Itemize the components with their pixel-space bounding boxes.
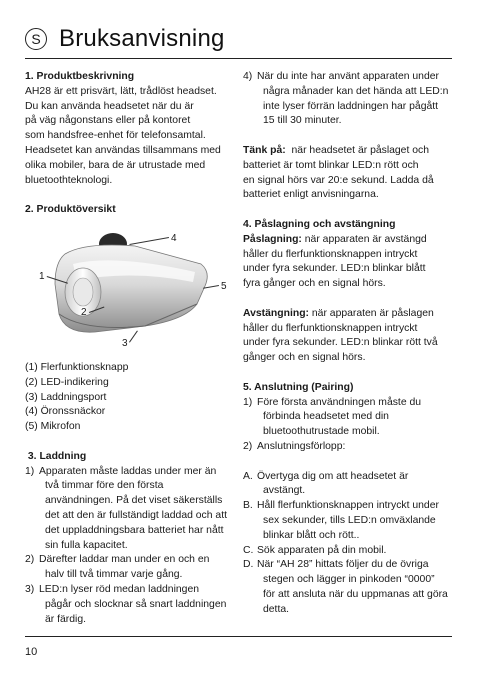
item-line: Därefter laddar man under en och en — [39, 554, 210, 566]
list-item — [25, 553, 231, 583]
step-line: Håll flerfunktionsknappen intryckt under — [257, 500, 439, 512]
part-item: (5) Mikrofon — [25, 421, 81, 433]
item-line: När du inte har använt apparaten under — [257, 71, 439, 82]
section-5-heading: 5. Anslutning (Pairing) — [243, 381, 354, 393]
step-item — [243, 544, 453, 559]
item-line: Anslutningsförlopp: — [257, 440, 346, 452]
page-number: 10 — [25, 646, 38, 658]
section-2-heading: 2. Produktöversikt — [25, 204, 116, 216]
s1-line: Headsetet kan användas tillsammans med — [25, 144, 221, 156]
step-line: stegen och lägger in pinkoden “0000” — [263, 574, 435, 586]
tip-line: en signal hörs var 20:e sekund. Ladda då — [243, 174, 434, 186]
step-line: sex sekunder, tills LED:n omväxlande — [263, 514, 436, 526]
item-number: 2) — [25, 554, 35, 566]
step-letter: C. — [243, 544, 254, 556]
bottom-rule — [25, 636, 452, 637]
headset-illustration — [25, 224, 231, 354]
step-line: blinkar blått och rött.. — [263, 529, 360, 541]
power-on-label: Påslagning: — [243, 233, 302, 245]
item-line: bluetoothutrustade mobil. — [263, 426, 380, 438]
step-letter: D. — [243, 559, 254, 571]
section-4-heading: 4. Påslagning och avstängning — [243, 218, 396, 230]
figure-label: 1 — [39, 270, 45, 282]
step-line: Övertyga dig om att headsetet är — [257, 470, 409, 482]
power-on-paragraph — [243, 233, 453, 248]
item-line: Apparaten måste laddas under mer än — [39, 465, 217, 477]
power-off-line: när apparaten är påslagen — [309, 307, 434, 319]
item-line: användningen. På det viset säkerställs — [45, 495, 223, 507]
item-line: LED:n lyser röd medan laddningen — [39, 583, 199, 595]
step-line: När “AH 28” hittats följer du de övriga — [257, 559, 429, 571]
item-number: 1) — [243, 396, 253, 408]
pairing-list — [243, 396, 453, 455]
pairing-steps — [243, 470, 453, 618]
tip-line: batteriet är tomt blinkar LED:n rött och — [243, 159, 419, 171]
step-item — [243, 499, 453, 543]
item-line: det uppladdningsbara batteriet har nått — [45, 524, 224, 536]
s1-line: på väg någonstans eller på kontoret — [25, 115, 191, 127]
power-on-line: fyra gånger och en signal hörs. — [243, 278, 386, 290]
item-line: 15 till 30 minuter. — [263, 115, 342, 127]
step-line: för att ansluta när du uppmanas att göra — [263, 588, 448, 600]
item-line: sin fulla kapacitet. — [45, 539, 128, 551]
section-3-heading: 3. Laddning — [25, 450, 87, 462]
part-item: (4) Öronssnäckor — [25, 406, 106, 418]
part-item: (2) LED-indikering — [25, 376, 109, 388]
item-line: pågår och slocknar så snart laddningen — [45, 598, 227, 610]
step-line: avstängt. — [263, 485, 306, 497]
s1-line: som handsfree-enhet för telefonsamtal. — [25, 130, 206, 142]
item-line: två timmar före den första — [45, 480, 164, 492]
charging-list — [25, 465, 231, 628]
step-item — [243, 558, 453, 617]
left-column — [25, 70, 231, 627]
list-item — [25, 583, 231, 627]
power-off-line: håller du flerfunktionsknappen intryckt — [243, 322, 418, 334]
power-off-paragraph — [243, 307, 453, 322]
headset-figure — [25, 224, 231, 354]
tip-line: batteriet enligt anvisningarna. — [243, 189, 379, 201]
item-line: inte lyser förrän laddningen har pågått — [263, 100, 439, 112]
figure-label: 4 — [171, 232, 177, 244]
s1-line: olika mobiler, bara de är utrustade med — [25, 159, 206, 171]
item-line: halv till två timmar varje gång. — [45, 569, 183, 581]
item-line: är färdig. — [45, 613, 87, 625]
power-on-line: under fyra sekunder. LED:n blinkar blått — [243, 263, 426, 275]
figure-label: 5 — [221, 280, 227, 292]
s1-line: AH28 är ett prisvärt, lätt, trådlöst headset. — [25, 85, 217, 97]
item-number: 1) — [25, 465, 35, 477]
part-item: (3) Laddningsport — [25, 391, 107, 403]
charging-list-continued — [243, 70, 453, 129]
item-line: några månader kan det hända att LED:n — [263, 85, 449, 97]
step-letter: B. — [243, 500, 253, 512]
item-number: 2) — [243, 440, 253, 452]
power-off-line: gånger och en signal hörs. — [243, 352, 366, 364]
power-on-line: när apparaten är avstängd — [301, 233, 427, 245]
figure-label: 3 — [122, 337, 128, 349]
item-number: 4) — [243, 71, 253, 82]
item-line: förbinda headsetet med din — [263, 411, 389, 423]
list-item — [25, 465, 231, 554]
figure-label: 2 — [81, 306, 87, 318]
item-line: Före första användningen måste du — [257, 396, 422, 408]
list-item — [243, 440, 453, 455]
section-1-heading: 1. Produktbeskrivning — [25, 71, 135, 82]
step-line: detta. — [263, 603, 289, 615]
header — [25, 22, 225, 56]
step-item — [243, 470, 453, 500]
item-number: 3) — [25, 583, 35, 595]
page-title: Bruksanvisning — [59, 25, 225, 52]
tip-label: Tänk på: — [243, 144, 286, 156]
power-on-line: håller du flerfunktionsknappen intryckt — [243, 248, 418, 260]
step-letter: A. — [243, 470, 253, 482]
item-line: det att den är fullständigt laddad och att — [45, 509, 227, 521]
part-item: (1) Flerfunktionsknapp — [25, 361, 129, 373]
s1-line: Du kan använda headsetet när du är — [25, 100, 194, 112]
list-item — [243, 70, 453, 129]
step-line: Sök apparaten på din mobil. — [257, 544, 387, 556]
top-rule — [25, 58, 452, 59]
s1-line: bluetoothteknologi. — [25, 174, 113, 186]
list-item — [243, 396, 453, 440]
power-off-line: under fyra sekunder. LED:n blinkar rött två — [243, 337, 438, 349]
power-off-label: Avstängning: — [243, 307, 309, 319]
tip-line: när headsetet är påslaget och — [285, 144, 429, 156]
tip-paragraph — [243, 144, 453, 159]
right-column — [243, 70, 453, 617]
language-badge: S — [25, 28, 47, 50]
